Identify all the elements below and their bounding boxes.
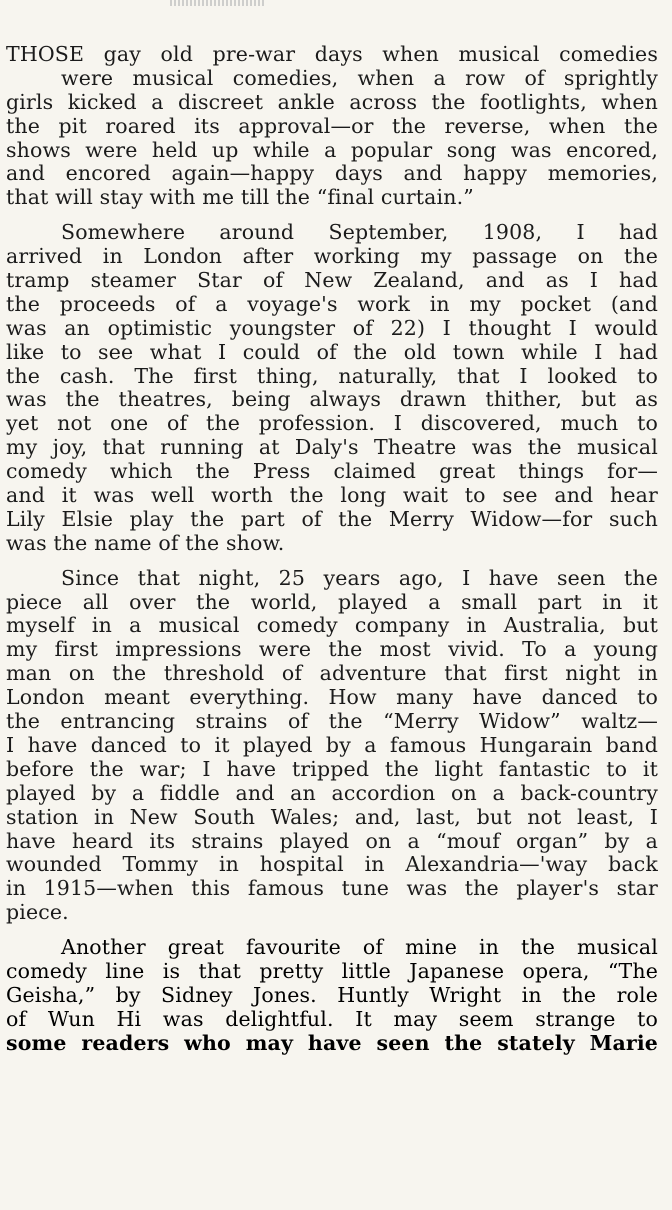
article-line: and encored again—happy days and happy memories, <box>6 162 658 186</box>
article-line: have heard its strains played on a “mouf organ” by a <box>6 829 658 853</box>
article-line: man on the threshold of adventure that first night in <box>6 662 658 686</box>
article-line: myself in a musical comedy company in Australia, but <box>6 614 658 638</box>
article-line: and it was well worth the long wait to see and hear <box>6 484 658 508</box>
article-line: was the theatres, being always drawn thither, but as <box>6 388 658 412</box>
article-line: some readers who may have seen the stately Marie <box>6 1031 658 1055</box>
article-line: shows were held up while a popular song was encored, <box>6 138 658 162</box>
article-line: in 1915—when this famous tune was the player's star <box>6 877 658 901</box>
article-line: before the war; I have tripped the light fantastic to it <box>6 757 658 781</box>
article-line: was an optimistic youngster of 22) I thought I would <box>6 316 658 340</box>
article-line: piece. <box>6 901 69 925</box>
article-line: station in New South Wales; and, last, but not least, I <box>6 805 658 829</box>
article-line: was the name of the show. <box>6 531 285 555</box>
article-line: Lily Elsie play the part of the Merry Widow—for such <box>6 507 658 531</box>
article-line: my first impressions were the most vivid. To a young <box>6 638 658 662</box>
article-line: Another great favourite of mine in the musical <box>61 936 658 960</box>
article-line: Since that night, 25 years ago, I have seen the <box>61 566 658 590</box>
paragraph-3 <box>6 567 658 925</box>
article-line: were musical comedies, when a row of sprightly <box>61 66 658 90</box>
article-line: comedy line is that pretty little Japanese opera, “The <box>6 959 658 983</box>
paragraph-2 <box>6 221 658 555</box>
article-line: tramp steamer Star of New Zealand, and as I had <box>6 269 658 293</box>
article-line: London meant everything. How many have danced to <box>6 686 658 710</box>
article-line: of Wun Hi was delightful. It may seem strange to <box>6 1007 658 1031</box>
article-line: that will stay with me till the “final curtain.” <box>6 186 474 210</box>
scan-smudge <box>170 0 265 6</box>
article-line: the proceeds of a voyage's work in my pocket (and <box>6 292 658 316</box>
article-line: piece all over the world, played a small part in it <box>6 590 658 614</box>
article-line: my joy, that running at Daly's Theatre was the musical <box>6 436 658 460</box>
article-line: THOSE gay old pre-war days when musical comedies <box>6 43 658 66</box>
article-line: the cash. The first thing, naturally, that I looked to <box>6 364 658 388</box>
article-line: girls kicked a discreet ankle across the footlights, when <box>6 90 658 114</box>
article-line: Somewhere around September, 1908, I had <box>61 221 658 245</box>
paragraph-1 <box>6 43 658 210</box>
article-line: yet not one of the profession. I discovered, much to <box>6 412 658 436</box>
article-column <box>6 43 658 1056</box>
article-line: Geisha,” by Sidney Jones. Huntly Wright in the role <box>6 983 658 1007</box>
article-line: the entrancing strains of the “Merry Widow” waltz— <box>6 710 658 734</box>
article-line: played by a fiddle and an accordion on a back-country <box>6 781 658 805</box>
article-line: the pit roared its approval—or the reverse, when the <box>6 114 658 138</box>
article-line: comedy which the Press claimed great things for— <box>6 460 658 484</box>
article-line: arrived in London after working my passage on the <box>6 245 658 269</box>
article-line: I have danced to it played by a famous Hungarain band <box>6 733 658 757</box>
paragraph-4 <box>6 936 658 1055</box>
article-line: like to see what I could of the old town while I had <box>6 340 658 364</box>
article-line: wounded Tommy in hospital in Alexandria—'way back <box>6 853 658 877</box>
